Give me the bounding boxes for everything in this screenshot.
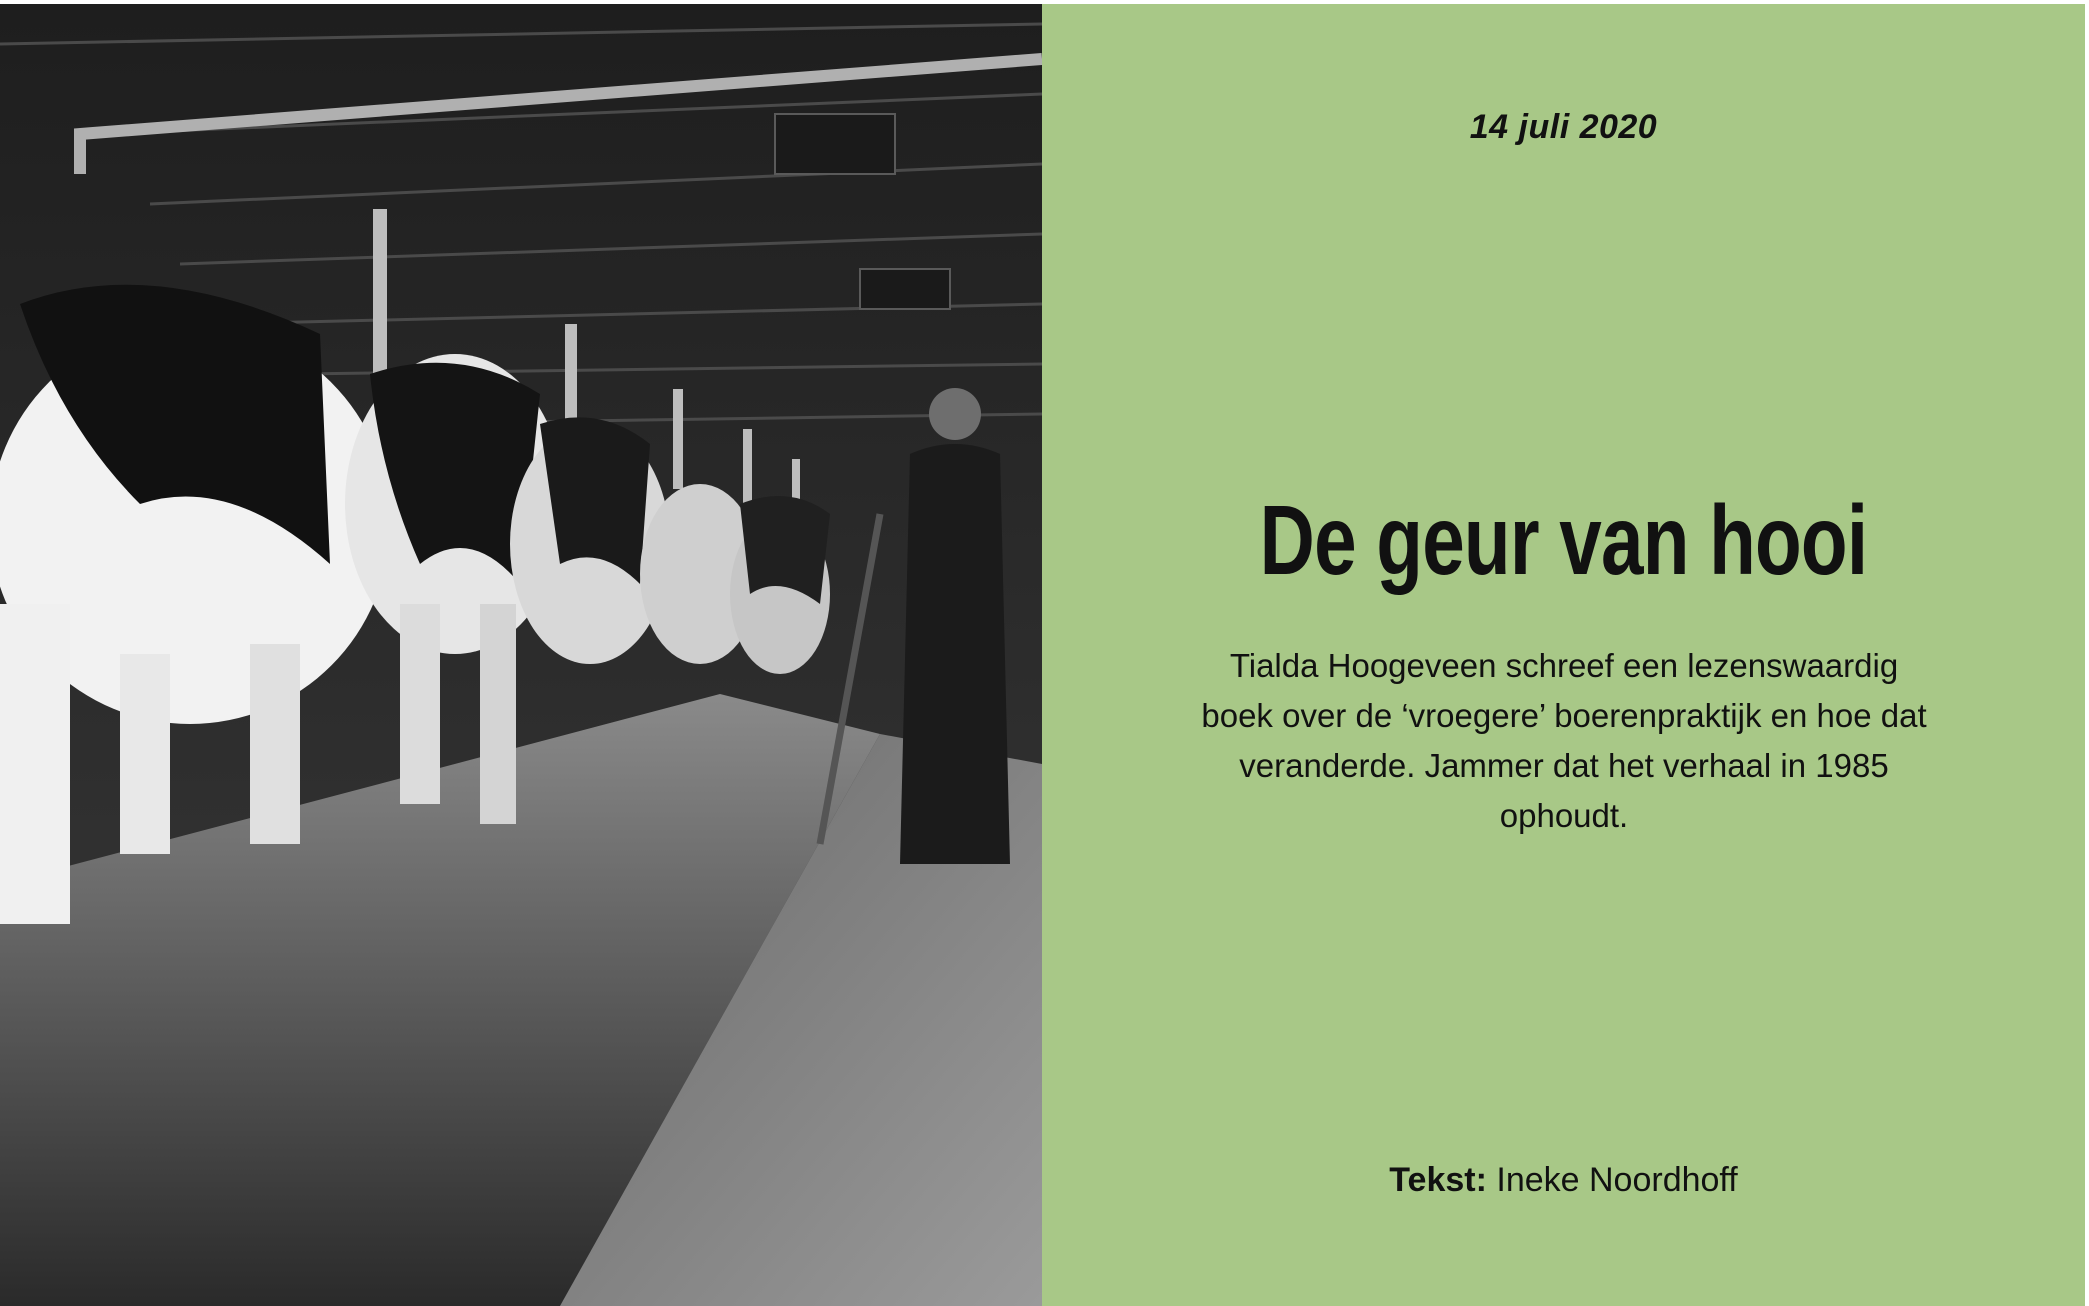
credit-label: Tekst: [1389, 1161, 1487, 1199]
article-title: De geur van hooi [1259, 485, 1868, 595]
cow-barn-photo [0, 4, 1042, 1306]
author-name: Ineke Noordhoff [1496, 1161, 1738, 1199]
author-credit [1042, 1161, 2085, 1200]
article-intro: Tialda Hoogeveen schreef een lezenswaardig boek over de ‘vroegere’ boerenpraktijk en hoe dat veranderde. Jammer dat het verhaal in 1985 ophoudt. [1201, 647, 1927, 834]
publication-date: 14 juli 2020 [1469, 108, 1658, 146]
text-panel [1042, 4, 2085, 1306]
